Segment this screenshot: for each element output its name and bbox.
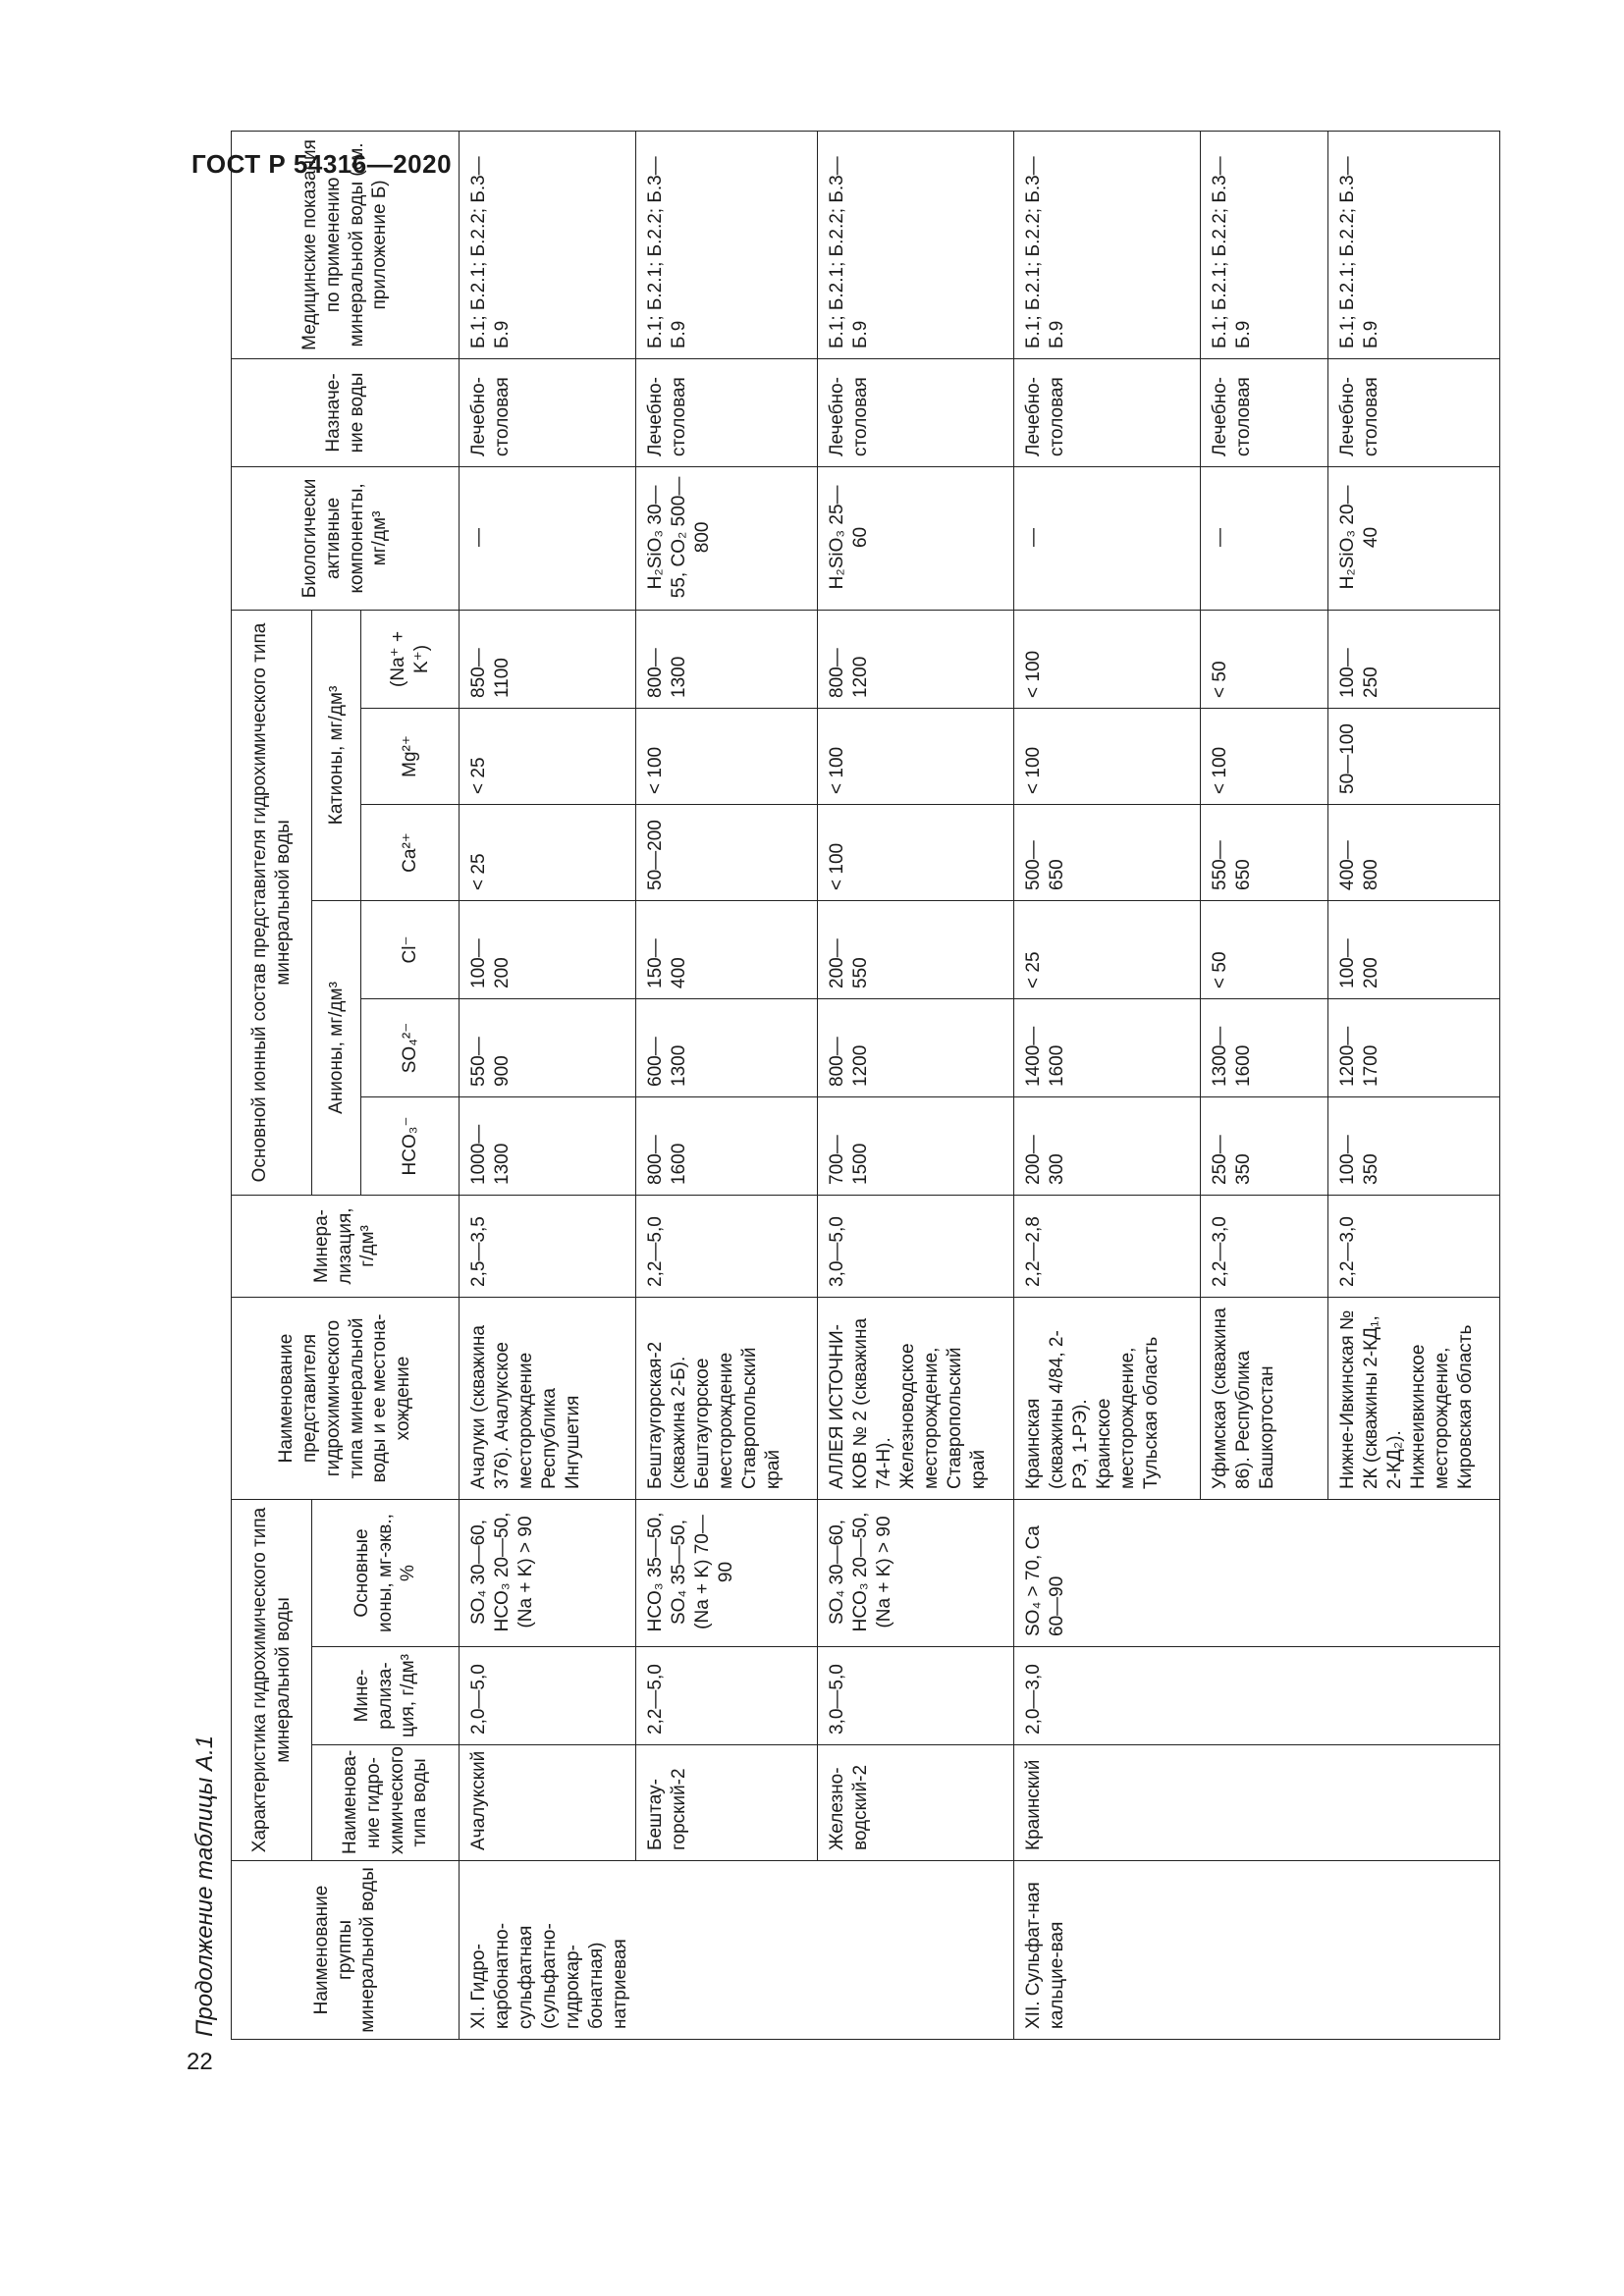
cell-min-type: 2,2—5,0 (636, 1647, 818, 1745)
cell-min-rep: 2,2—5,0 (636, 1196, 818, 1298)
cell-medical: Б.1; Б.2.1; Б.2.2; Б.3—Б.9 (636, 131, 818, 358)
cell-min-rep: 2,2—3,0 (1328, 1196, 1500, 1298)
col-header-cations: Катионы, мг/дм³ (312, 610, 361, 900)
document-title: ГОСТ Р 54316—2020 (191, 149, 453, 179)
col-header-purpose: Назначе-ние воды (232, 358, 460, 466)
col-header-ca: Ca²⁺ (361, 805, 460, 901)
col-header-bio: Биологически активные компоненты, мг/дм³ (232, 466, 460, 610)
cell-ions: SO₄ 30—60, HCO₃ 20—50, (Na + K) > 90 (818, 1500, 1014, 1647)
cell-bio: H₂SiO₃ 25—60 (818, 466, 1014, 610)
table-row (636, 131, 818, 2039)
cell-mg: < 25 (460, 709, 636, 805)
cell-hco3: 1000—1300 (460, 1097, 636, 1196)
cell-mg: < 100 (818, 709, 1014, 805)
cell-rep: Нижне-Ивкинская № 2К (скважины 2-КД₁, 2-КД₂). Нижнеивкинское месторождение, Кировская область (1328, 1298, 1500, 1500)
cell-min-rep: 3,0—5,0 (818, 1196, 1014, 1298)
cell-nak: < 50 (1201, 610, 1328, 708)
cell-ca: 500—650 (1014, 805, 1201, 901)
cell-cl: < 25 (1014, 901, 1201, 999)
cell-ca: < 100 (818, 805, 1014, 901)
cell-nak: 100—250 (1328, 610, 1500, 708)
cell-hco3: 800—1600 (636, 1097, 818, 1196)
cell-type: Краинский (1014, 1745, 1500, 1861)
cell-cl: 100—200 (460, 901, 636, 999)
cell-cl: < 50 (1201, 901, 1328, 999)
cell-mg: < 100 (1201, 709, 1328, 805)
cell-purpose: Лечебно-столовая (636, 358, 818, 466)
mineral-water-table (231, 131, 1500, 2040)
cell-group: XII. Сульфат-ная кальцие-вая (1014, 1861, 1500, 2040)
cell-rep: Краинская (скважины 4/84, 2-РЭ, 1-РЭ). Краинское месторождение, Тульская область (1014, 1298, 1201, 1500)
col-header-hco3: HCO₃⁻ (361, 1097, 460, 1196)
cell-medical: Б.1; Б.2.1; Б.2.2; Б.3—Б.9 (1014, 131, 1201, 358)
cell-medical: Б.1; Б.2.1; Б.2.2; Б.3—Б.9 (818, 131, 1014, 358)
table-row (460, 131, 636, 2039)
cell-min-rep: 2,2—2,8 (1014, 1196, 1201, 1298)
cell-group: XI. Гидро-карбонатно-сульфатная (сульфатно-гидрокар-бонатная) натриевая (460, 1861, 1014, 2040)
cell-cl: 150—400 (636, 901, 818, 999)
cell-cl: 200—550 (818, 901, 1014, 999)
cell-ca: 400—800 (1328, 805, 1500, 901)
cell-nak: 800—1200 (818, 610, 1014, 708)
cell-nak: 850—1100 (460, 610, 636, 708)
cell-so4: 800—1200 (818, 999, 1014, 1097)
cell-min-type: 2,0—5,0 (460, 1647, 636, 1745)
cell-purpose: Лечебно-столовая (818, 358, 1014, 466)
col-header-cl: Cl⁻ (361, 901, 460, 999)
cell-ions: HCO₃ 35—50, SO₄ 35—50, (Na + K) 70—90 (636, 1500, 818, 1647)
cell-min-type: 3,0—5,0 (818, 1647, 1014, 1745)
cell-purpose: Лечебно-столовая (1201, 358, 1328, 466)
cell-ions: SO₄ 30—60, HCO₃ 20—50, (Na + K) > 90 (460, 1500, 636, 1647)
cell-mg: < 100 (1014, 709, 1201, 805)
cell-medical: Б.1; Б.2.1; Б.2.2; Б.3—Б.9 (1201, 131, 1328, 358)
col-header-rep-name: Наименование представителя гидрохимического типа минеральной воды и ее местона-хождение (232, 1298, 460, 1500)
cell-hco3: 200—300 (1014, 1097, 1201, 1196)
col-header-group: Наименование группы минеральной воды (232, 1861, 460, 2040)
col-header-min-rep: Минера-лизация, г/дм³ (232, 1196, 460, 1298)
cell-min-type: 2,0—3,0 (1014, 1647, 1500, 1745)
table-caption: Продолжение таблицы А.1 (191, 1735, 218, 2037)
col-header-ion-comp: Основной ионный состав представителя гидрохимического типа минеральной воды (232, 610, 312, 1195)
col-header-type-name: Наименова-ние гидро-химического типа воды (312, 1745, 460, 1861)
cell-ca: < 25 (460, 805, 636, 901)
cell-so4: 1300—1600 (1201, 999, 1328, 1097)
cell-mg: < 100 (636, 709, 818, 805)
cell-bio: — (460, 466, 636, 610)
cell-min-rep: 2,5—3,5 (460, 1196, 636, 1298)
cell-bio: — (1014, 466, 1201, 610)
col-header-nak: (Na⁺ + K⁺) (361, 610, 460, 708)
cell-rep: Уфимская (скважина 86). Республика Башкортостан (1201, 1298, 1328, 1500)
cell-medical: Б.1; Б.2.1; Б.2.2; Б.3—Б.9 (1328, 131, 1500, 358)
cell-so4: 600—1300 (636, 999, 818, 1097)
cell-min-rep: 2,2—3,0 (1201, 1196, 1328, 1298)
cell-so4: 550—900 (460, 999, 636, 1097)
cell-type: Ачалукский (460, 1745, 636, 1861)
cell-hco3: 700—1500 (818, 1097, 1014, 1196)
cell-purpose: Лечебно-столовая (1328, 358, 1500, 466)
cell-rep: АЛЛЕЯ ИСТОЧНИ-КОВ № 2 (скважина 74-Н). Железноводское месторождение, Ставропольский край (818, 1298, 1014, 1500)
cell-cl: 100—200 (1328, 901, 1500, 999)
cell-type: Бештау-горский-2 (636, 1745, 818, 1861)
cell-ca: 550—650 (1201, 805, 1328, 901)
cell-ca: 50—200 (636, 805, 818, 901)
cell-nak: < 100 (1014, 610, 1201, 708)
cell-purpose: Лечебно-столовая (1014, 358, 1201, 466)
cell-type: Железно-водский-2 (818, 1745, 1014, 1861)
cell-medical: Б.1; Б.2.1; Б.2.2; Б.3—Б.9 (460, 131, 636, 358)
col-header-main-ions: Основные ионы, мг-экв., % (312, 1500, 460, 1647)
cell-bio: H₂SiO₃ 30—55, CO₂ 500—800 (636, 466, 818, 610)
cell-mg: 50—100 (1328, 709, 1500, 805)
col-header-anions: Анионы, мг/дм³ (312, 901, 361, 1196)
cell-bio: — (1201, 466, 1328, 610)
cell-so4: 1200—1700 (1328, 999, 1500, 1097)
cell-hco3: 100—350 (1328, 1097, 1500, 1196)
cell-nak: 800—1300 (636, 610, 818, 708)
cell-hco3: 250—350 (1201, 1097, 1328, 1196)
cell-so4: 1400—1600 (1014, 999, 1201, 1097)
col-header-so4: SO₄²⁻ (361, 999, 460, 1097)
cell-purpose: Лечебно-столовая (460, 358, 636, 466)
cell-ions: SO₄ > 70, Ca 60—90 (1014, 1500, 1500, 1647)
col-header-min-type: Мине-рализа-ция, г/дм³ (312, 1647, 460, 1745)
cell-rep: Бештаугорская-2 (скважина 2-Б). Бештаугорское месторождение Ставропольский край (636, 1298, 818, 1500)
table-row (818, 131, 1014, 2039)
cell-bio: H₂SiO₃ 20—40 (1328, 466, 1500, 610)
col-header-mg: Mg²⁺ (361, 709, 460, 805)
page-number: 22 (187, 2049, 213, 2075)
col-header-medical: Медицинские показания по применению минеральной воды (см. приложение Б) (232, 131, 460, 358)
col-header-hydro-char: Характеристика гидрохимического типа минеральной воды (232, 1500, 312, 1861)
cell-rep: Ачалуки (скважина 376). Ачалукское месторождение Республика Ингушетия (460, 1298, 636, 1500)
table-row (1014, 131, 1201, 2039)
